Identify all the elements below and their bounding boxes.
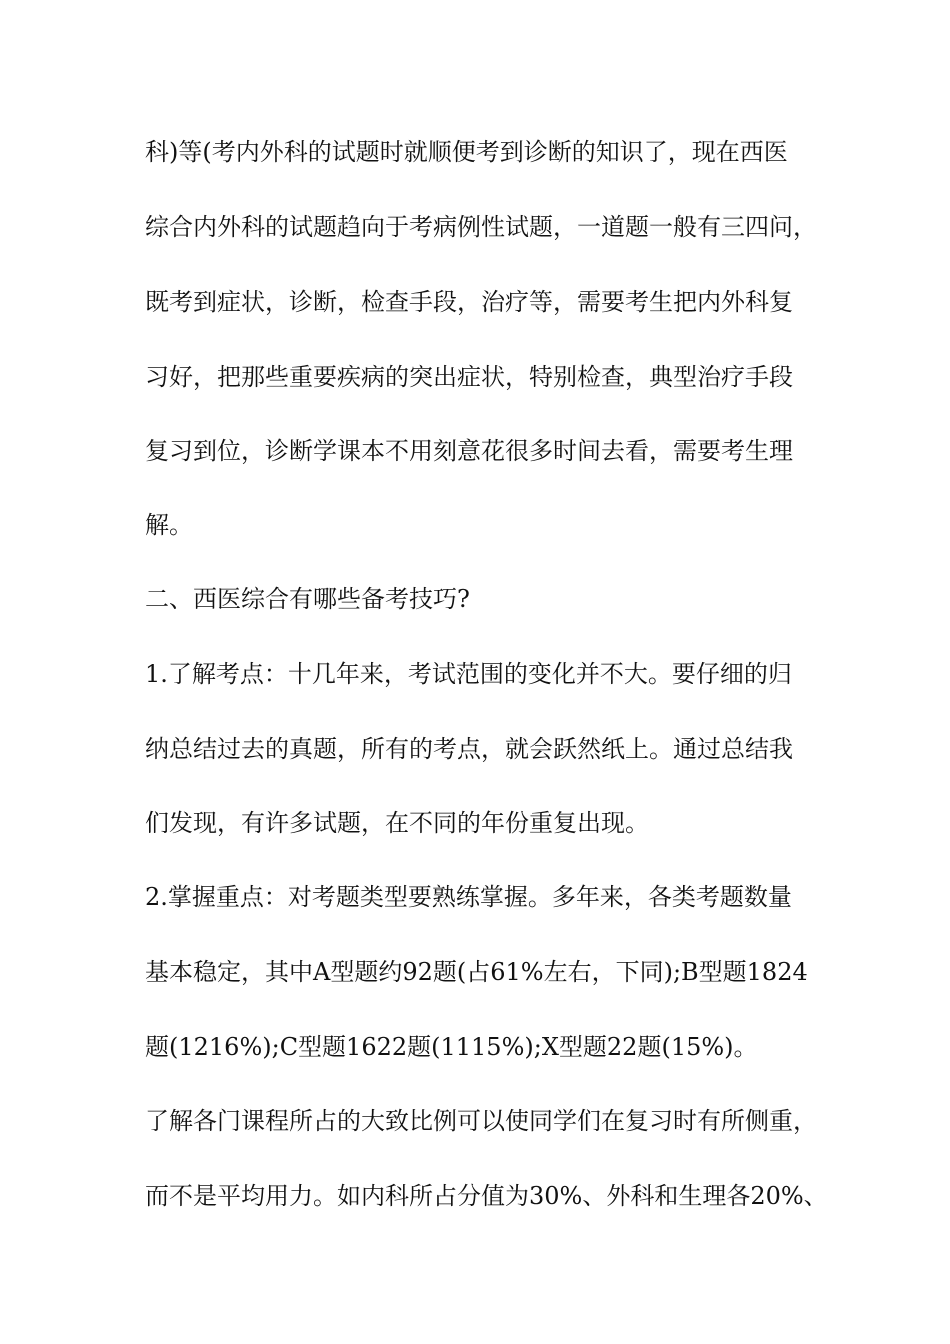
- paragraph-line: 复习到位，诊断学课本不用刻意花很多时间去看，需要考生理: [145, 437, 793, 465]
- paragraph-line: 综合内外科的试题趋向于考病例性试题，一道题一般有三四问，: [145, 213, 817, 241]
- paragraph-line: 科)等(考内外科的试题时就顺便考到诊断的知识了，现在西医: [145, 138, 788, 166]
- paragraph-line: 题(1216%);C型题1622题(1115%);X型题22题(15%)。: [145, 1033, 758, 1061]
- paragraph-line: 1.了解考点：十几年来，考试范围的变化并不大。要仔细的归: [145, 660, 792, 688]
- paragraph-line: 基本稳定，其中A型题约92题(占61%左右，下同);B型题1824: [145, 958, 808, 986]
- paragraph-line: 习好，把那些重要疾病的突出症状，特别检查，典型治疗手段: [145, 363, 793, 391]
- paragraph-line: 纳总结过去的真题，所有的考点，就会跃然纸上。通过总结我: [145, 735, 793, 763]
- paragraph-line: 既考到症状，诊断，检查手段，治疗等，需要考生把内外科复: [145, 288, 793, 316]
- section-heading: 二、西医综合有哪些备考技巧?: [145, 585, 470, 613]
- paragraph-line: 们发现，有许多试题，在不同的年份重复出现。: [145, 809, 649, 837]
- paragraph-line: 而不是平均用力。如内科所占分值为30%、外科和生理各20%、: [145, 1182, 828, 1210]
- paragraph-line: 了解各门课程所占的大致比例可以使同学们在复习时有所侧重，: [145, 1107, 817, 1135]
- paragraph-line: 2.掌握重点：对考题类型要熟练掌握。多年来，各类考题数量: [145, 883, 792, 911]
- paragraph-line: 解。: [145, 511, 193, 539]
